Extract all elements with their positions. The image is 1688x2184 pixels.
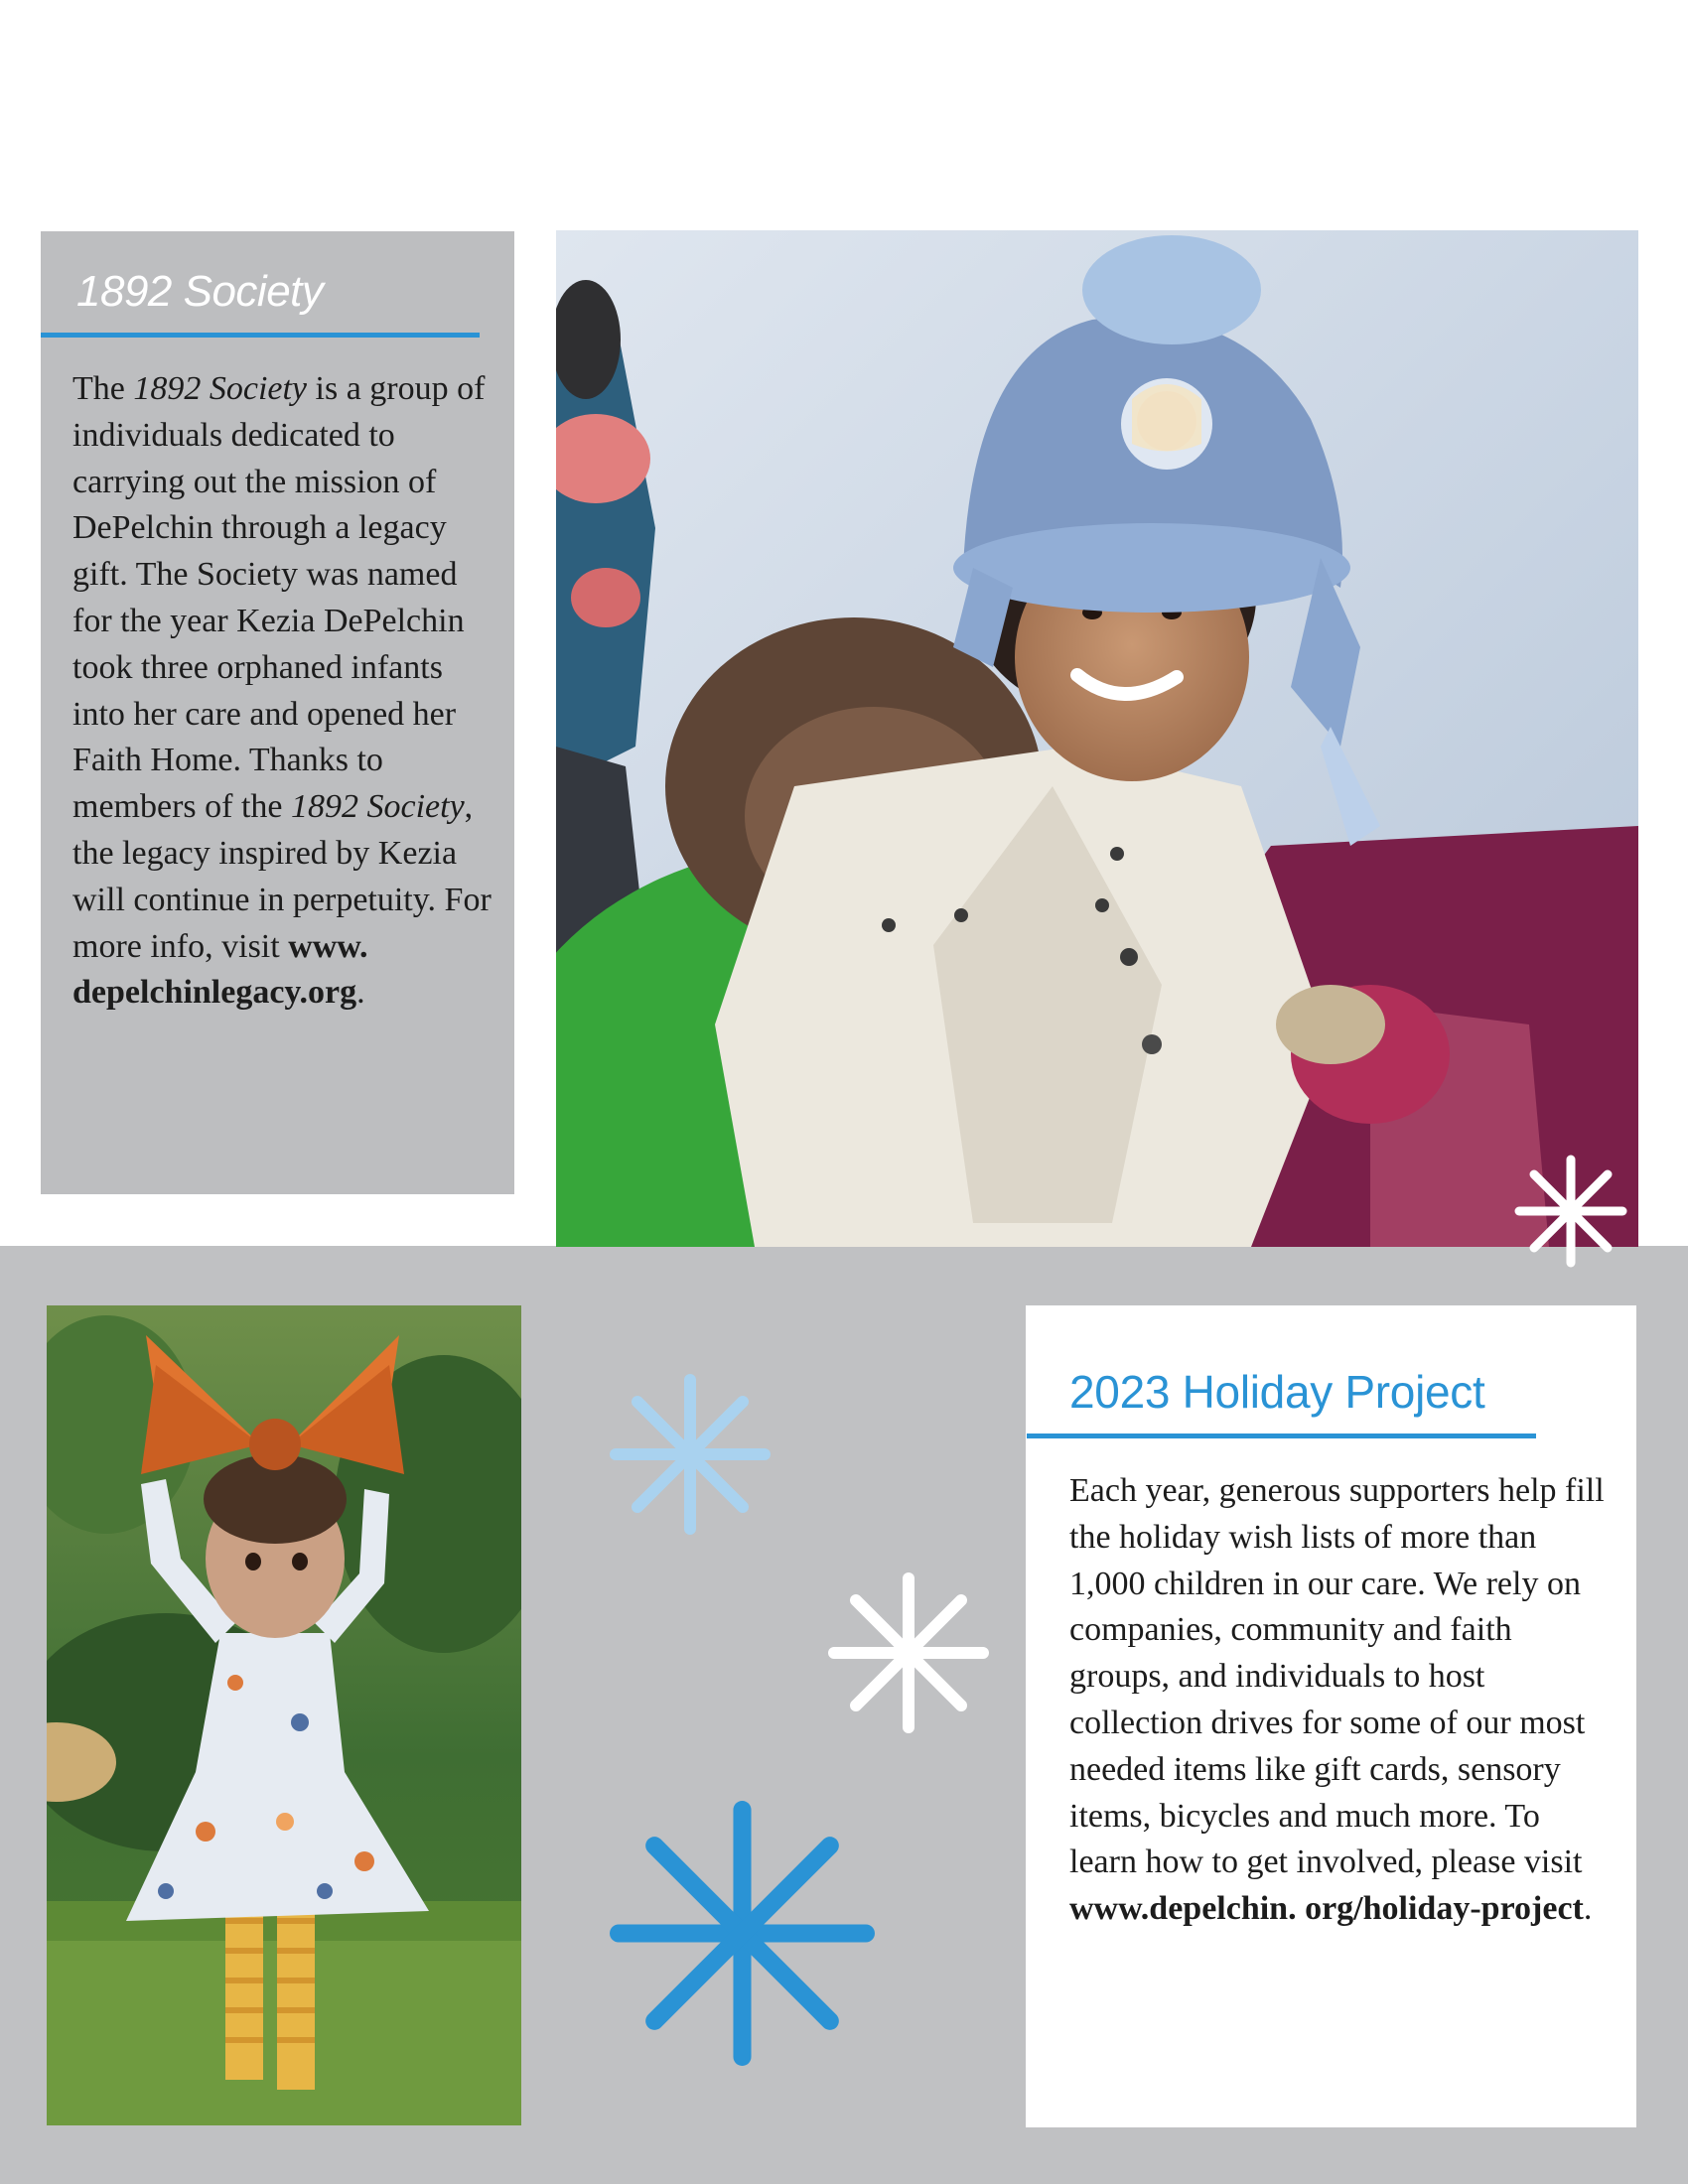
society-text-end: . (356, 974, 365, 1012)
holiday-project-card (1026, 1305, 1636, 2127)
society-title-rule (41, 333, 480, 338)
snowflake-icon (1511, 1152, 1630, 1271)
child-in-snow-photo (556, 230, 1638, 1247)
snowflake-icon (606, 1797, 879, 2070)
holiday-title: 2023 Holiday Project (1069, 1366, 1485, 1418)
holiday-project-link[interactable]: www.depelchin. org/holiday-project (1069, 1890, 1584, 1928)
snowflake-icon (606, 1370, 774, 1539)
society-text-1: The (72, 370, 134, 407)
society-legacy-link[interactable]: www. depelchinlegacy.org (72, 927, 368, 1012)
society-name-italic: 1892 Society (133, 370, 308, 407)
society-text-2: is a group of individuals dedicated to carrying out the mission of DePelchin through a legacy gift. The Society was named for the year Kezia DePelchin took three orphaned infants into her care and opened her Faith Home. Thanks to members of the (72, 370, 486, 826)
toddler-with-bow-photo (47, 1305, 521, 2125)
society-sidebar (41, 231, 514, 1194)
snowflake-icon (824, 1569, 993, 1737)
holiday-text-body: Each year, generous supporters help fill the holiday wish lists of more than 1,000 children in our care. We rely on companies, community and faith groups, and individuals to host collection drives for some of our most needed items like gift cards, sensory items, bicycles and much more. To learn how to get involved, please visit (1069, 1472, 1605, 1881)
society-text-3: , the legacy inspired by Kezia will continue in perpetuity. For more info, visit (72, 788, 492, 965)
holiday-paragraph (1069, 1468, 1606, 1933)
holiday-text-end: . (1583, 1890, 1593, 1928)
society-title: 1892 Society (76, 267, 324, 316)
society-name-italic-2: 1892 Society (291, 788, 465, 826)
holiday-title-rule (1027, 1433, 1536, 1438)
society-paragraph (72, 366, 499, 1017)
